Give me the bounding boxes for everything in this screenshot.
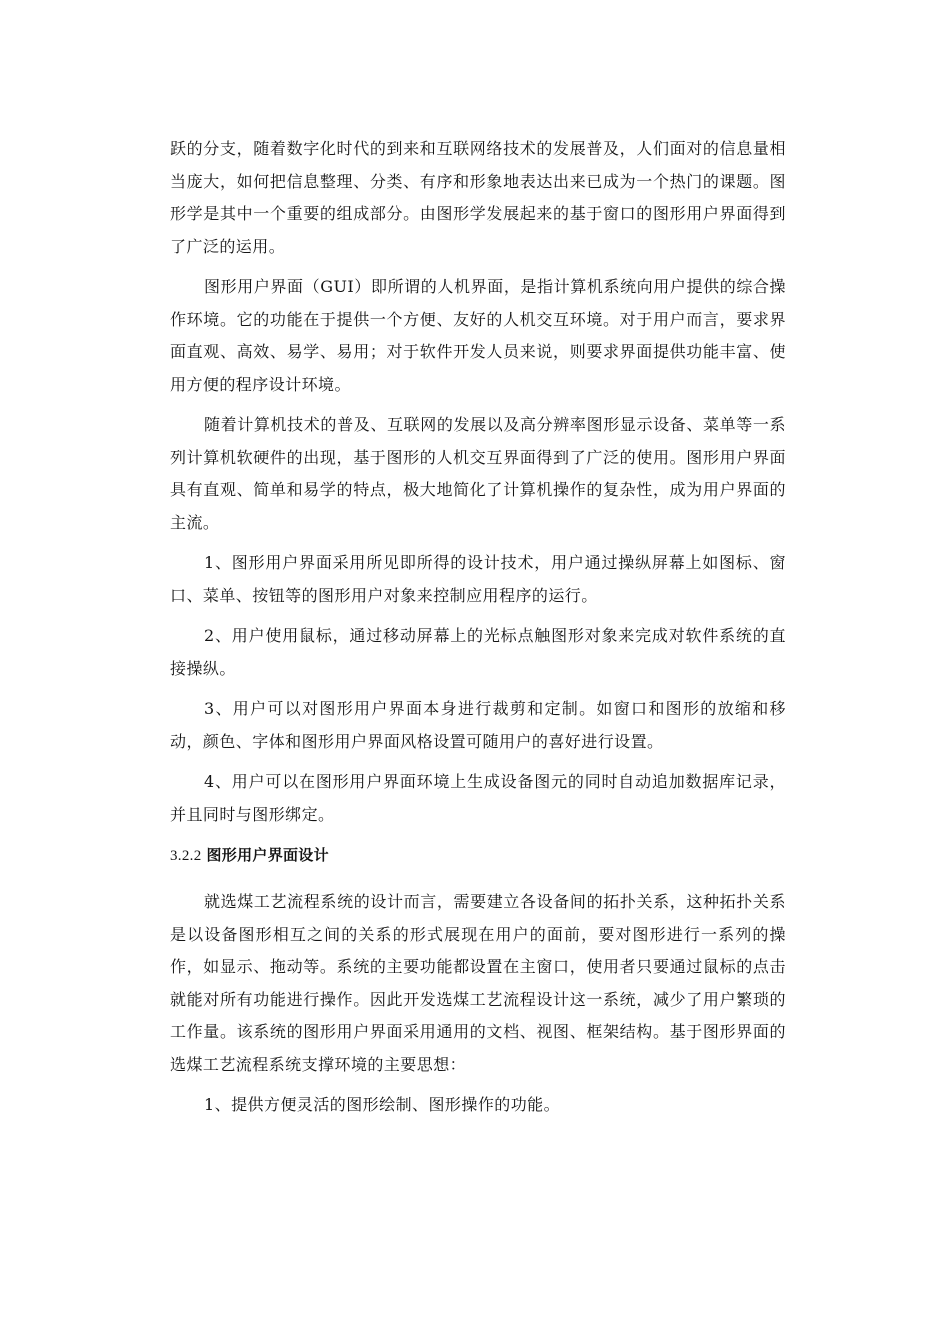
- list-item-4: 4、用户可以在图形用户界面环境上生成设备图元的同时自动追加数据库记录，并且同时与图形绑定。: [170, 772, 786, 824]
- list-item-design-1: 1、提供方便灵活的图形绘制、图形操作的功能。: [204, 1095, 561, 1114]
- page-content: [170, 133, 786, 1130]
- list-item-2: 2、用户使用鼠标，通过移动屏幕上的光标点触图形对象来完成对软件系统的直接操纵。: [170, 626, 786, 678]
- section-heading: [170, 839, 786, 872]
- paragraph-system-design: 就选煤工艺流程系统的设计而言，需要建立各设备间的拓扑关系，这种拓扑关系是以设备图形相互之间的关系的形式展现在用户的面前，要对图形进行一系列的操作，如显示、拖动等。系统的主要功能都设置在主窗口，使用者只要通过鼠标的点击就能对所有功能进行操作。因此开发选煤工艺流程设计这一系统，减少了用户繁琐的工作量。该系统的图形用户界面采用通用的文档、视图、框架结构。基于图形界面的选煤工艺流程系统支撑环境的主要思想：: [170, 892, 786, 1074]
- paragraph-gui-popularity: 随着计算机技术的普及、互联网的发展以及高分辨率图形显示设备、菜单等一系列计算机软硬件的出现，基于图形的人机交互界面得到了广泛的使用。图形用户界面具有直观、简单和易学的特点，极大地简化了计算机操作的复杂性，成为用户界面的主流。: [170, 415, 786, 532]
- list-item-3: 3、用户可以对图形用户界面本身进行裁剪和定制。如窗口和图形的放缩和移动，颜色、字体和图形用户界面风格设置可随用户的喜好进行设置。: [170, 699, 786, 751]
- list-item-1: 1、图形用户界面采用所见即所得的设计技术，用户通过操纵屏幕上如图标、窗口、菜单、按钮等的图形用户对象来控制应用程序的运行。: [170, 553, 786, 605]
- section-title: 图形用户界面设计: [206, 846, 329, 864]
- paragraph-continuation: 跃的分支，随着数字化时代的到来和互联网络技术的发展普及，人们面对的信息量相当庞大，如何把信息整理、分类、有序和形象地表达出来已成为一个热门的课题。图形学是其中一个重要的组成部分。由图形学发展起来的基于窗口的图形用户界面得到了广泛的运用。: [170, 139, 786, 256]
- paragraph-gui-definition: 图形用户界面（GUI）即所谓的人机界面，是指计算机系统向用户提供的综合操作环境。它的功能在于提供一个方便、友好的人机交互环境。对于用户而言，要求界面直观、高效、易学、易用；对于软件开发人员来说，则要求界面提供功能丰富、使用方便的程序设计环境。: [170, 277, 786, 394]
- section-number: 3.2.2: [170, 848, 202, 864]
